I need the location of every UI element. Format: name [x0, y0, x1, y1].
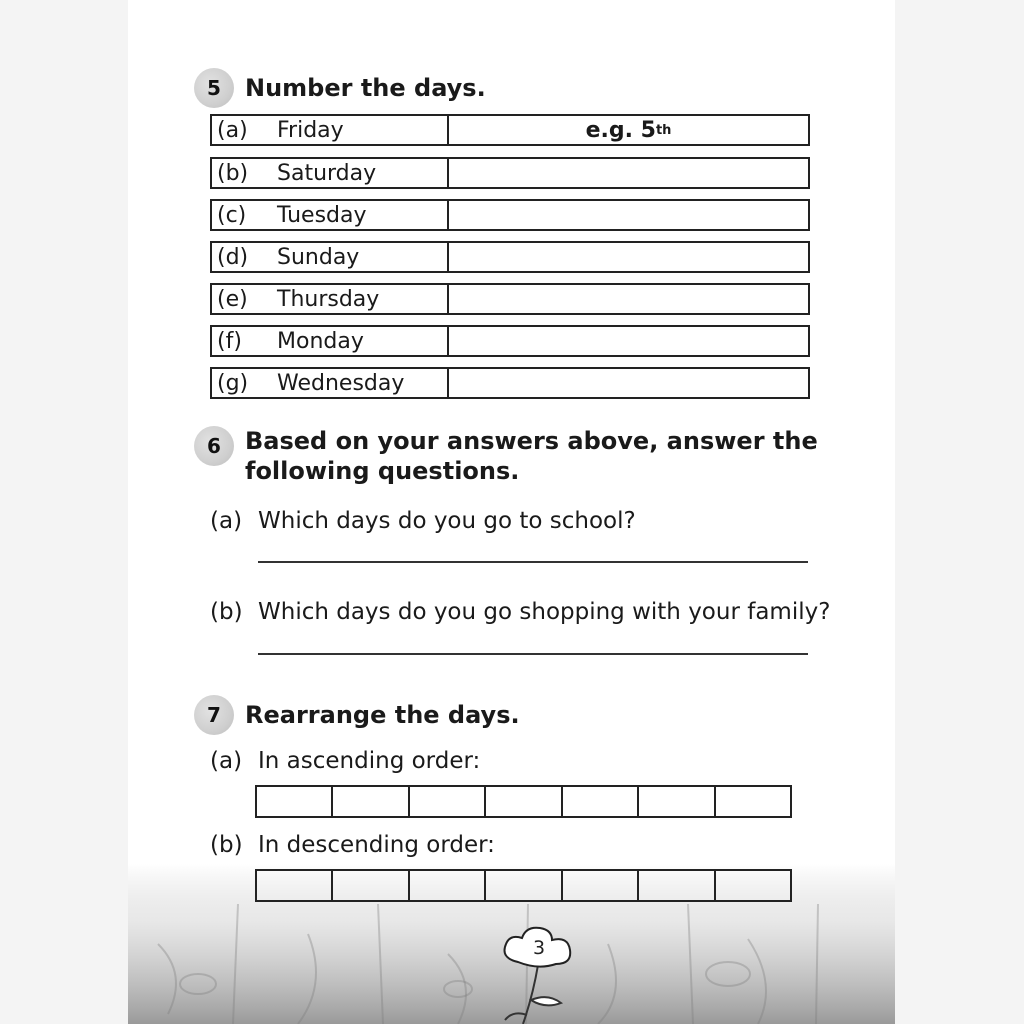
- example-answer: e.g. 5 th: [585, 117, 672, 143]
- answer-line[interactable]: [258, 561, 808, 563]
- answer-line[interactable]: [258, 653, 808, 655]
- question-number-badge: 7: [194, 695, 234, 735]
- order-box[interactable]: [563, 787, 639, 816]
- sub-question-text: In descending order:: [258, 832, 495, 858]
- answer-cell[interactable]: [449, 327, 808, 355]
- sub-letter: (a): [210, 748, 243, 774]
- question-number-badge: 6: [194, 426, 234, 466]
- day-row: [210, 114, 810, 146]
- sub-letter: (b): [210, 832, 243, 858]
- order-box[interactable]: [639, 787, 715, 816]
- order-box[interactable]: [486, 871, 562, 900]
- order-box[interactable]: [257, 787, 333, 816]
- question-7-header: [194, 695, 520, 735]
- answer-cell[interactable]: [449, 369, 808, 397]
- day-label: Thursday: [277, 286, 380, 312]
- question-6-header: [194, 426, 818, 486]
- day-row: [210, 367, 810, 399]
- sub-question: [210, 599, 830, 625]
- worksheet-page: [128, 0, 895, 1024]
- sub-question-text: Which days do you go shopping with your family?: [258, 599, 831, 625]
- answer-cell[interactable]: [449, 159, 808, 187]
- day-label: Monday: [277, 328, 364, 354]
- sub-question: [210, 748, 480, 774]
- sub-question-text: In ascending order:: [258, 748, 481, 774]
- day-label: Tuesday: [277, 202, 367, 228]
- question-title: Number the days.: [245, 74, 486, 102]
- day-row: [210, 157, 810, 189]
- row-letter: (b): [217, 160, 249, 186]
- order-box[interactable]: [410, 871, 486, 900]
- row-letter: (f): [217, 328, 242, 354]
- row-letter: (c): [217, 202, 247, 228]
- sub-question: [210, 508, 636, 534]
- ascending-order-boxes: [255, 785, 792, 818]
- answer-cell[interactable]: [449, 243, 808, 271]
- answer-cell[interactable]: [449, 201, 808, 229]
- day-label: Sunday: [277, 244, 360, 270]
- question-title: Based on your answers above, answer the following questions.: [245, 427, 818, 485]
- row-letter: (a): [217, 117, 248, 143]
- sub-question-text: Which days do you go to school?: [258, 508, 636, 534]
- order-box[interactable]: [639, 871, 715, 900]
- order-box[interactable]: [716, 871, 790, 900]
- order-box[interactable]: [486, 787, 562, 816]
- sub-question: [210, 832, 495, 858]
- flower-stem-icon: [493, 965, 573, 1024]
- page-number: 3: [532, 937, 546, 959]
- day-label: Saturday: [277, 160, 377, 186]
- answer-cell[interactable]: [449, 285, 808, 313]
- day-row: [210, 325, 810, 357]
- order-box[interactable]: [716, 787, 790, 816]
- day-row: [210, 199, 810, 231]
- order-box[interactable]: [333, 871, 409, 900]
- day-row: [210, 283, 810, 315]
- order-box[interactable]: [333, 787, 409, 816]
- order-box[interactable]: [257, 871, 333, 900]
- order-box[interactable]: [410, 787, 486, 816]
- sub-letter: (b): [210, 599, 243, 625]
- descending-order-boxes: [255, 869, 792, 902]
- question-5-header: [194, 68, 486, 108]
- day-label: Wednesday: [277, 370, 405, 396]
- page-number-badge: [498, 924, 580, 972]
- day-label: Friday: [277, 117, 344, 143]
- order-box[interactable]: [563, 871, 639, 900]
- sub-letter: (a): [210, 508, 243, 534]
- question-number-badge: 5: [194, 68, 234, 108]
- row-letter: (d): [217, 244, 249, 270]
- day-row: [210, 241, 810, 273]
- row-letter: (g): [217, 370, 249, 396]
- row-letter: (e): [217, 286, 248, 312]
- question-title: Rearrange the days.: [245, 701, 520, 729]
